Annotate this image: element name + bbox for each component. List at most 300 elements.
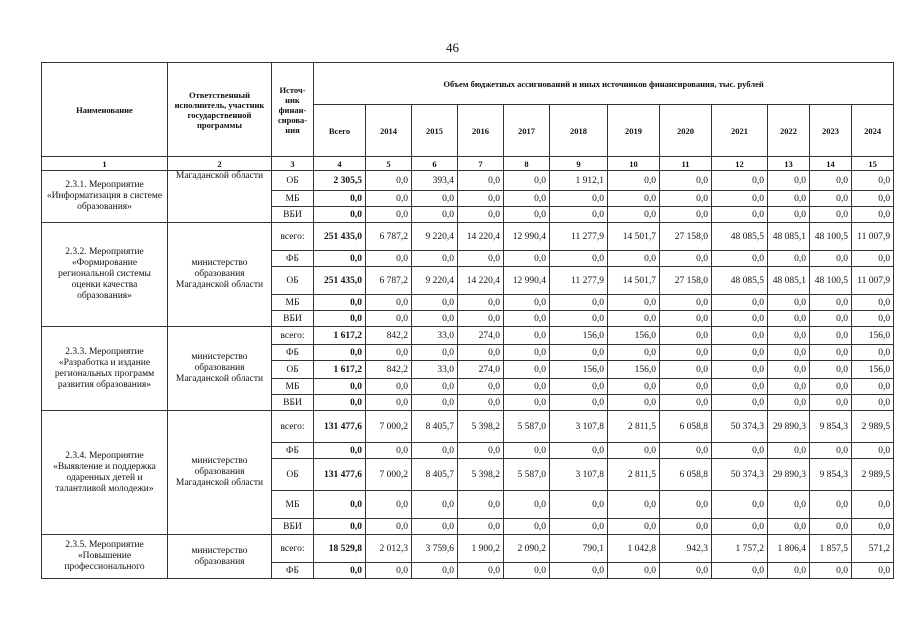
header-year: 2017 <box>504 105 550 157</box>
funding-source: всего: <box>272 223 314 251</box>
year-value: 0,0 <box>712 345 768 361</box>
year-value: 27 158,0 <box>660 267 712 295</box>
year-value: 0,0 <box>608 443 660 459</box>
year-value: 2 989,5 <box>852 459 894 491</box>
measure-name: 2.3.4. Мероприятие «Выявление и поддержка одаренных детей и талантливой молодежи» <box>42 411 168 535</box>
year-value: 7 000,2 <box>366 459 412 491</box>
year-value: 0,0 <box>550 295 608 311</box>
year-value: 0,0 <box>366 311 412 327</box>
funding-source: ОБ <box>272 459 314 491</box>
header-name: Наименование <box>42 63 168 157</box>
year-value: 0,0 <box>504 327 550 345</box>
year-value: 6 058,8 <box>660 459 712 491</box>
year-value: 0,0 <box>768 519 810 535</box>
year-value: 0,0 <box>768 395 810 411</box>
header-year: 2021 <box>712 105 768 157</box>
year-value: 6 058,8 <box>660 411 712 443</box>
year-value: 0,0 <box>768 251 810 267</box>
column-index: 4 <box>314 157 366 171</box>
year-value: 0,0 <box>660 171 712 191</box>
year-value: 0,0 <box>660 519 712 535</box>
year-value: 0,0 <box>810 563 852 579</box>
column-index: 11 <box>660 157 712 171</box>
year-value: 14 501,7 <box>608 223 660 251</box>
header-source: Источ-ник финан-сирова-ния <box>272 63 314 157</box>
year-value: 156,0 <box>550 361 608 379</box>
year-value: 0,0 <box>504 171 550 191</box>
year-value: 0,0 <box>550 491 608 519</box>
year-value: 156,0 <box>852 327 894 345</box>
year-value: 0,0 <box>550 345 608 361</box>
year-value: 0,0 <box>712 361 768 379</box>
year-value: 0,0 <box>366 251 412 267</box>
year-value: 393,4 <box>412 171 458 191</box>
year-value: 0,0 <box>608 311 660 327</box>
funding-source: ФБ <box>272 345 314 361</box>
year-value: 0,0 <box>412 395 458 411</box>
year-value: 0,0 <box>712 191 768 207</box>
year-value: 0,0 <box>852 191 894 207</box>
year-value: 11 277,9 <box>550 223 608 251</box>
table-row <box>42 223 894 251</box>
year-value: 9 220,4 <box>412 267 458 295</box>
total-value: 131 477,6 <box>314 459 366 491</box>
year-value: 29 890,3 <box>768 411 810 443</box>
year-value: 0,0 <box>712 443 768 459</box>
total-value: 0,0 <box>314 491 366 519</box>
year-value: 0,0 <box>660 491 712 519</box>
year-value: 0,0 <box>608 519 660 535</box>
year-value: 5 398,2 <box>458 459 504 491</box>
year-value: 8 405,7 <box>412 459 458 491</box>
year-value: 2 090,2 <box>504 535 550 563</box>
column-index: 9 <box>550 157 608 171</box>
year-value: 0,0 <box>852 345 894 361</box>
responsible-executor: Магаданской области <box>168 171 272 223</box>
year-value: 0,0 <box>608 563 660 579</box>
year-value: 0,0 <box>458 345 504 361</box>
year-value: 0,0 <box>366 563 412 579</box>
year-value: 2 811,5 <box>608 459 660 491</box>
year-value: 0,0 <box>458 295 504 311</box>
year-value: 0,0 <box>810 361 852 379</box>
column-index: 13 <box>768 157 810 171</box>
year-value: 0,0 <box>458 443 504 459</box>
funding-source: всего: <box>272 411 314 443</box>
year-value: 0,0 <box>412 295 458 311</box>
year-value: 156,0 <box>608 327 660 345</box>
year-value: 0,0 <box>504 311 550 327</box>
year-value: 2 811,5 <box>608 411 660 443</box>
year-value: 0,0 <box>712 327 768 345</box>
responsible-executor: министерство образования <box>168 535 272 579</box>
header-total: Всего <box>314 105 366 157</box>
year-value: 9 220,4 <box>412 223 458 251</box>
responsible-executor: министерство образования Магаданской области <box>168 327 272 411</box>
year-value: 0,0 <box>852 207 894 223</box>
column-index: 2 <box>168 157 272 171</box>
header-volume: Объем бюджетных ассигнований и иных источников финансирования, тыс. рублей <box>314 63 894 105</box>
year-value: 0,0 <box>458 491 504 519</box>
year-value: 1 042,8 <box>608 535 660 563</box>
year-value: 5 587,0 <box>504 459 550 491</box>
year-value: 0,0 <box>810 519 852 535</box>
year-value: 0,0 <box>412 207 458 223</box>
year-value: 0,0 <box>712 519 768 535</box>
column-index: 5 <box>366 157 412 171</box>
year-value: 156,0 <box>608 361 660 379</box>
year-value: 0,0 <box>768 327 810 345</box>
year-value: 29 890,3 <box>768 459 810 491</box>
year-value: 0,0 <box>504 361 550 379</box>
total-value: 1 617,2 <box>314 361 366 379</box>
header-year: 2022 <box>768 105 810 157</box>
total-value: 251 435,0 <box>314 223 366 251</box>
year-value: 0,0 <box>810 345 852 361</box>
header-year: 2019 <box>608 105 660 157</box>
year-value: 1 900,2 <box>458 535 504 563</box>
year-value: 14 220,4 <box>458 223 504 251</box>
column-index: 7 <box>458 157 504 171</box>
measure-name: 2.3.3. Мероприятие «Разработка и издание региональных программ развития образования» <box>42 327 168 411</box>
funding-source: ФБ <box>272 563 314 579</box>
year-value: 0,0 <box>366 207 412 223</box>
year-value: 14 220,4 <box>458 267 504 295</box>
year-value: 33,0 <box>412 361 458 379</box>
table-row <box>42 171 894 191</box>
year-value: 0,0 <box>366 379 412 395</box>
total-value: 0,0 <box>314 443 366 459</box>
year-value: 7 000,2 <box>366 411 412 443</box>
total-value: 0,0 <box>314 395 366 411</box>
year-value: 0,0 <box>810 379 852 395</box>
year-value: 0,0 <box>810 171 852 191</box>
year-value: 12 990,4 <box>504 267 550 295</box>
measure-name: 2.3.1. Мероприятие «Информатизация в системе образования» <box>42 171 168 223</box>
year-value: 0,0 <box>660 191 712 207</box>
year-value: 0,0 <box>504 443 550 459</box>
year-value: 0,0 <box>768 207 810 223</box>
funding-source: МБ <box>272 295 314 311</box>
table-row <box>42 535 894 563</box>
year-value: 0,0 <box>810 443 852 459</box>
year-value: 842,2 <box>366 361 412 379</box>
table-row <box>42 327 894 345</box>
year-value: 0,0 <box>550 207 608 223</box>
year-value: 0,0 <box>366 171 412 191</box>
year-value: 0,0 <box>458 311 504 327</box>
year-value: 0,0 <box>608 395 660 411</box>
year-value: 0,0 <box>660 443 712 459</box>
year-value: 0,0 <box>550 443 608 459</box>
year-value: 0,0 <box>852 171 894 191</box>
year-value: 274,0 <box>458 361 504 379</box>
year-value: 0,0 <box>608 171 660 191</box>
header-year: 2023 <box>810 105 852 157</box>
year-value: 0,0 <box>412 251 458 267</box>
header-responsible: Ответственный исполнитель, участник государственной программы <box>168 63 272 157</box>
year-value: 790,1 <box>550 535 608 563</box>
funding-source: МБ <box>272 191 314 207</box>
funding-source: всего: <box>272 327 314 345</box>
year-value: 11 007,9 <box>852 223 894 251</box>
total-value: 0,0 <box>314 345 366 361</box>
funding-source: ФБ <box>272 251 314 267</box>
year-value: 33,0 <box>412 327 458 345</box>
year-value: 0,0 <box>768 361 810 379</box>
year-value: 0,0 <box>810 251 852 267</box>
total-value: 0,0 <box>314 311 366 327</box>
column-index: 10 <box>608 157 660 171</box>
year-value: 9 854,3 <box>810 411 852 443</box>
total-value: 131 477,6 <box>314 411 366 443</box>
year-value: 274,0 <box>458 327 504 345</box>
total-value: 0,0 <box>314 295 366 311</box>
year-value: 156,0 <box>550 327 608 345</box>
year-value: 50 374,3 <box>712 411 768 443</box>
year-value: 5 398,2 <box>458 411 504 443</box>
year-value: 0,0 <box>768 191 810 207</box>
year-value: 0,0 <box>852 395 894 411</box>
year-value: 0,0 <box>660 207 712 223</box>
year-value: 0,0 <box>608 207 660 223</box>
header-year: 2018 <box>550 105 608 157</box>
year-value: 0,0 <box>810 491 852 519</box>
year-value: 0,0 <box>712 207 768 223</box>
year-value: 0,0 <box>458 251 504 267</box>
funding-source: ОБ <box>272 171 314 191</box>
year-value: 0,0 <box>712 295 768 311</box>
year-value: 0,0 <box>810 311 852 327</box>
year-value: 0,0 <box>712 251 768 267</box>
year-value: 571,2 <box>852 535 894 563</box>
year-value: 0,0 <box>660 295 712 311</box>
year-value: 0,0 <box>712 491 768 519</box>
year-value: 2 012,3 <box>366 535 412 563</box>
funding-source: ВБИ <box>272 395 314 411</box>
total-value: 0,0 <box>314 191 366 207</box>
year-value: 0,0 <box>504 251 550 267</box>
total-value: 0,0 <box>314 251 366 267</box>
funding-source: ФБ <box>272 443 314 459</box>
year-value: 0,0 <box>458 207 504 223</box>
year-value: 3 759,6 <box>412 535 458 563</box>
year-value: 0,0 <box>768 443 810 459</box>
year-value: 0,0 <box>660 345 712 361</box>
year-value: 0,0 <box>810 295 852 311</box>
year-value: 0,0 <box>550 311 608 327</box>
year-value: 1 806,4 <box>768 535 810 563</box>
year-value: 0,0 <box>458 379 504 395</box>
year-value: 0,0 <box>366 491 412 519</box>
year-value: 0,0 <box>412 345 458 361</box>
year-value: 0,0 <box>458 191 504 207</box>
year-value: 0,0 <box>412 379 458 395</box>
year-value: 0,0 <box>458 563 504 579</box>
year-value: 0,0 <box>550 395 608 411</box>
column-index: 8 <box>504 157 550 171</box>
year-value: 0,0 <box>504 563 550 579</box>
year-value: 3 107,8 <box>550 459 608 491</box>
total-value: 0,0 <box>314 207 366 223</box>
funding-source: МБ <box>272 379 314 395</box>
column-index: 14 <box>810 157 852 171</box>
year-value: 0,0 <box>608 191 660 207</box>
year-value: 5 587,0 <box>504 411 550 443</box>
year-value: 0,0 <box>768 311 810 327</box>
responsible-executor: министерство образования Магаданской области <box>168 411 272 535</box>
year-value: 0,0 <box>366 443 412 459</box>
measure-name: 2.3.2. Мероприятие «Формирование региональной системы оценки качества образования» <box>42 223 168 327</box>
year-value: 0,0 <box>608 295 660 311</box>
year-value: 0,0 <box>366 519 412 535</box>
funding-source: ВБИ <box>272 207 314 223</box>
year-value: 0,0 <box>366 395 412 411</box>
year-value: 0,0 <box>550 563 608 579</box>
year-value: 0,0 <box>660 379 712 395</box>
year-value: 11 007,9 <box>852 267 894 295</box>
year-value: 0,0 <box>852 563 894 579</box>
year-value: 0,0 <box>768 563 810 579</box>
year-value: 0,0 <box>412 191 458 207</box>
year-value: 0,0 <box>712 311 768 327</box>
year-value: 0,0 <box>412 311 458 327</box>
year-value: 0,0 <box>412 443 458 459</box>
page-number: 46 <box>446 40 459 55</box>
total-value: 0,0 <box>314 563 366 579</box>
budget-table <box>41 62 894 579</box>
year-value: 0,0 <box>768 171 810 191</box>
year-value: 0,0 <box>608 491 660 519</box>
year-value: 0,0 <box>608 345 660 361</box>
year-value: 0,0 <box>366 295 412 311</box>
column-index: 12 <box>712 157 768 171</box>
year-value: 156,0 <box>852 361 894 379</box>
year-value: 50 374,3 <box>712 459 768 491</box>
year-value: 0,0 <box>504 395 550 411</box>
year-value: 0,0 <box>504 491 550 519</box>
column-index: 15 <box>852 157 894 171</box>
year-value: 0,0 <box>504 345 550 361</box>
year-value: 48 085,1 <box>768 267 810 295</box>
year-value: 12 990,4 <box>504 223 550 251</box>
year-value: 0,0 <box>660 251 712 267</box>
table-row <box>42 411 894 443</box>
year-value: 0,0 <box>852 519 894 535</box>
year-value: 0,0 <box>660 361 712 379</box>
year-value: 0,0 <box>412 519 458 535</box>
total-value: 2 305,5 <box>314 171 366 191</box>
year-value: 6 787,2 <box>366 223 412 251</box>
year-value: 0,0 <box>550 519 608 535</box>
year-value: 6 787,2 <box>366 267 412 295</box>
year-value: 0,0 <box>504 379 550 395</box>
year-value: 0,0 <box>768 295 810 311</box>
year-value: 0,0 <box>712 563 768 579</box>
funding-source: ОБ <box>272 267 314 295</box>
year-value: 0,0 <box>852 311 894 327</box>
year-value: 0,0 <box>768 379 810 395</box>
funding-source: МБ <box>272 491 314 519</box>
year-value: 0,0 <box>412 491 458 519</box>
year-value: 2 989,5 <box>852 411 894 443</box>
year-value: 0,0 <box>458 519 504 535</box>
funding-source: ВБИ <box>272 311 314 327</box>
year-value: 0,0 <box>660 311 712 327</box>
year-value: 0,0 <box>366 191 412 207</box>
year-value: 0,0 <box>608 251 660 267</box>
year-value: 0,0 <box>810 191 852 207</box>
year-value: 0,0 <box>852 443 894 459</box>
year-value: 8 405,7 <box>412 411 458 443</box>
total-value: 18 529,8 <box>314 535 366 563</box>
year-value: 0,0 <box>660 563 712 579</box>
year-value: 842,2 <box>366 327 412 345</box>
total-value: 0,0 <box>314 379 366 395</box>
header-year: 2015 <box>412 105 458 157</box>
year-value: 0,0 <box>768 491 810 519</box>
header-year: 2020 <box>660 105 712 157</box>
funding-source: ОБ <box>272 361 314 379</box>
year-value: 0,0 <box>504 295 550 311</box>
column-index: 6 <box>412 157 458 171</box>
year-value: 942,3 <box>660 535 712 563</box>
total-value: 0,0 <box>314 519 366 535</box>
measure-name: 2.3.5. Мероприятие «Повышение профессионального <box>42 535 168 579</box>
year-value: 0,0 <box>504 191 550 207</box>
year-value: 0,0 <box>550 379 608 395</box>
funding-source: ВБИ <box>272 519 314 535</box>
year-value: 0,0 <box>810 207 852 223</box>
year-value: 0,0 <box>550 251 608 267</box>
year-value: 9 854,3 <box>810 459 852 491</box>
year-value: 0,0 <box>852 379 894 395</box>
year-value: 0,0 <box>660 327 712 345</box>
year-value: 1 857,5 <box>810 535 852 563</box>
year-value: 1 757,2 <box>712 535 768 563</box>
responsible-executor: министерство образования Магаданской области <box>168 223 272 327</box>
year-value: 0,0 <box>852 251 894 267</box>
total-value: 1 617,2 <box>314 327 366 345</box>
header-year: 2016 <box>458 105 504 157</box>
total-value: 251 435,0 <box>314 267 366 295</box>
year-value: 48 085,5 <box>712 267 768 295</box>
year-value: 0,0 <box>366 345 412 361</box>
year-value: 0,0 <box>712 395 768 411</box>
year-value: 1 912,1 <box>550 171 608 191</box>
column-index: 3 <box>272 157 314 171</box>
column-index: 1 <box>42 157 168 171</box>
year-value: 0,0 <box>550 191 608 207</box>
year-value: 27 158,0 <box>660 223 712 251</box>
year-value: 48 085,1 <box>768 223 810 251</box>
year-value: 48 100,5 <box>810 223 852 251</box>
year-value: 0,0 <box>810 327 852 345</box>
year-value: 0,0 <box>712 171 768 191</box>
year-value: 0,0 <box>768 345 810 361</box>
header-year: 2024 <box>852 105 894 157</box>
year-value: 0,0 <box>412 563 458 579</box>
year-value: 0,0 <box>504 207 550 223</box>
year-value: 0,0 <box>712 379 768 395</box>
year-value: 0,0 <box>852 295 894 311</box>
year-value: 14 501,7 <box>608 267 660 295</box>
funding-source: всего: <box>272 535 314 563</box>
year-value: 11 277,9 <box>550 267 608 295</box>
year-value: 0,0 <box>458 171 504 191</box>
year-value: 48 100,5 <box>810 267 852 295</box>
year-value: 0,0 <box>852 491 894 519</box>
